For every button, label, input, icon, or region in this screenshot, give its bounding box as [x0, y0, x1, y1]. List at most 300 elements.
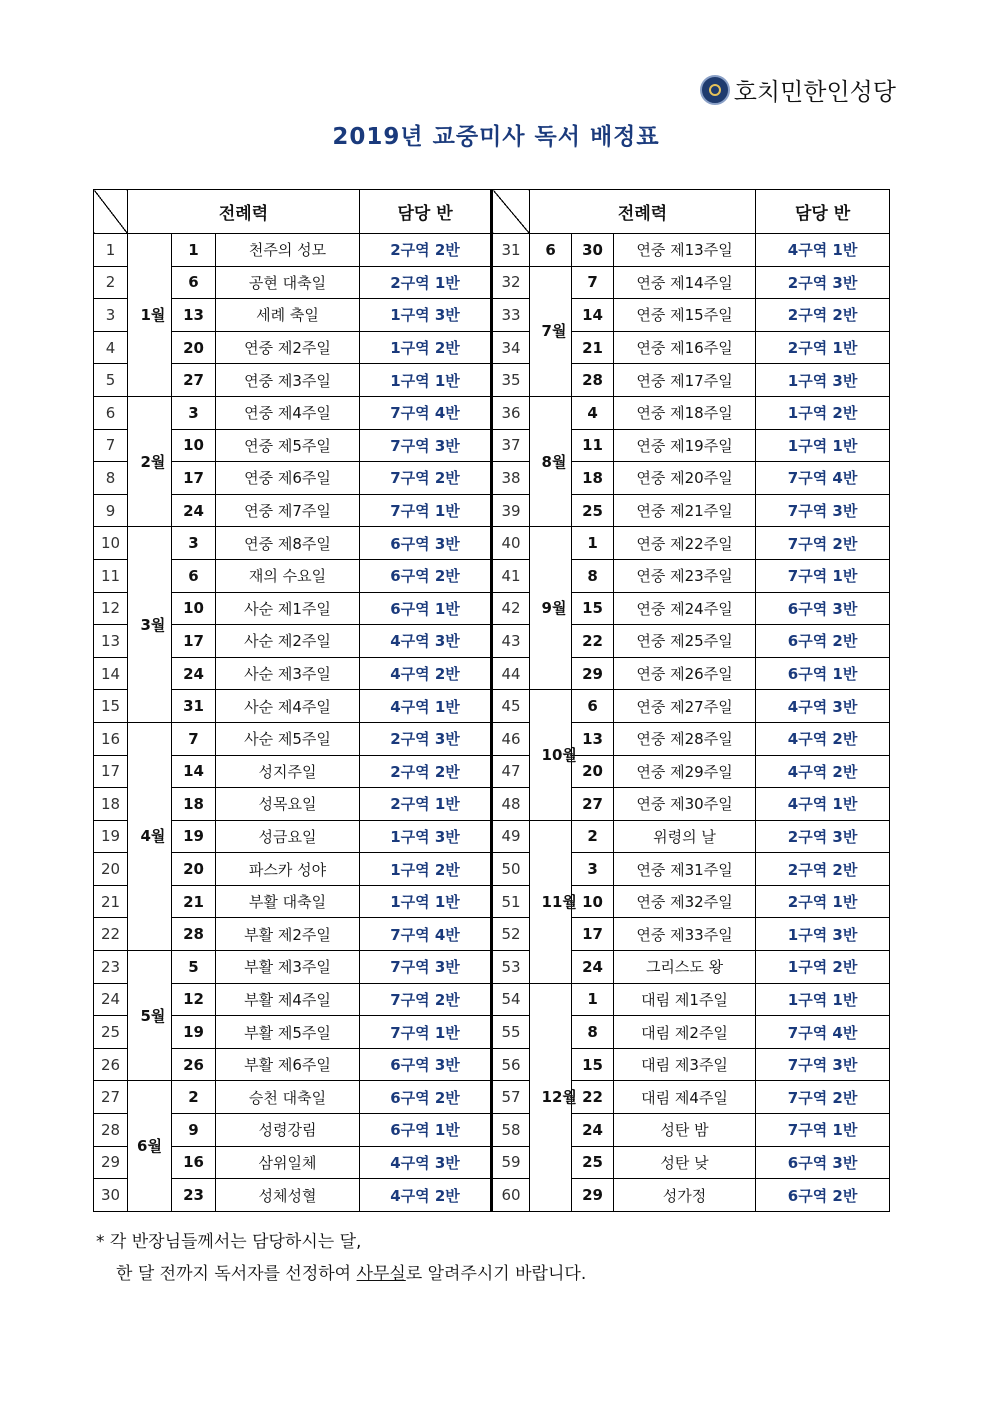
assigned-group-cell: 2구역 3반: [756, 266, 890, 299]
assigned-group-cell: 1구역 2반: [360, 331, 492, 364]
row-number: 51: [492, 885, 530, 918]
day-cell: 14: [172, 755, 216, 788]
table-row: [94, 853, 890, 886]
row-number: 56: [492, 1048, 530, 1081]
month-label: 10월: [541, 746, 577, 764]
assigned-group-cell: 1구역 3반: [360, 820, 492, 853]
day-cell: 8: [572, 1016, 614, 1049]
row-number: 28: [94, 1114, 128, 1147]
row-number: 39: [492, 494, 530, 527]
day-cell: 27: [572, 788, 614, 821]
month-cell: [530, 266, 572, 396]
feast-cell: 연중 제14주일: [614, 266, 756, 299]
table-row: [94, 559, 890, 592]
table-row: [94, 951, 890, 984]
table-row: [94, 983, 890, 1016]
assigned-group-cell: 1구역 1반: [360, 885, 492, 918]
assigned-group-cell: 1구역 1반: [756, 429, 890, 462]
month-cell: [530, 396, 572, 526]
row-number: 2: [94, 266, 128, 299]
feast-cell: 연중 제27주일: [614, 690, 756, 723]
table-row: [94, 722, 890, 755]
day-cell: 21: [572, 331, 614, 364]
assigned-group-cell: 7구역 1반: [756, 1114, 890, 1147]
day-cell: 17: [172, 462, 216, 495]
assigned-group-cell: 7구역 4반: [360, 396, 492, 429]
assigned-group-cell: 1구역 2반: [360, 853, 492, 886]
assigned-group-cell: 1구역 1반: [360, 364, 492, 397]
assigned-group-cell: 7구역 4반: [360, 918, 492, 951]
day-cell: 25: [572, 1146, 614, 1179]
day-cell: 20: [572, 755, 614, 788]
day-cell: 17: [172, 625, 216, 658]
day-cell: 7: [572, 266, 614, 299]
row-number: 57: [492, 1081, 530, 1114]
footnote-line-2-start: 한 달 전까지 독서자를 선정하여: [116, 1264, 357, 1284]
feast-cell: 연중 제4주일: [216, 396, 360, 429]
day-cell: 6: [172, 266, 216, 299]
feast-cell: 연중 제18주일: [614, 396, 756, 429]
row-number: 23: [94, 951, 128, 984]
feast-cell: 연중 제32주일: [614, 885, 756, 918]
row-number: 52: [492, 918, 530, 951]
feast-cell: 파스카 성야: [216, 853, 360, 886]
feast-cell: 사순 제2주일: [216, 625, 360, 658]
row-number: 19: [94, 820, 128, 853]
day-cell: 17: [572, 918, 614, 951]
row-number: 22: [94, 918, 128, 951]
assigned-group-cell: 1구역 3반: [360, 299, 492, 332]
office-word: 사무실: [356, 1264, 406, 1284]
day-cell: 18: [172, 788, 216, 821]
feast-cell: 연중 제13주일: [614, 234, 756, 267]
day-cell: 30: [572, 234, 614, 267]
day-cell: 10: [172, 429, 216, 462]
month-cell: [530, 234, 572, 267]
church-logo: [700, 72, 896, 107]
feast-cell: 대림 제3주일: [614, 1048, 756, 1081]
day-cell: 1: [572, 983, 614, 1016]
day-cell: 15: [572, 1048, 614, 1081]
assigned-group-cell: 4구역 3반: [360, 1146, 492, 1179]
row-number: 44: [492, 657, 530, 690]
table-row: [94, 885, 890, 918]
month-label: 2월: [140, 452, 166, 471]
day-cell: 4: [572, 396, 614, 429]
assigned-group-cell: 4구역 2반: [756, 722, 890, 755]
row-number: 42: [492, 592, 530, 625]
table-row: [94, 1179, 890, 1212]
assigned-group-cell: 2구역 2반: [756, 299, 890, 332]
feast-cell: 사순 제4주일: [216, 690, 360, 723]
day-cell: 28: [572, 364, 614, 397]
month-label: 3월: [140, 615, 166, 634]
day-cell: 2: [572, 820, 614, 853]
day-cell: 24: [172, 657, 216, 690]
row-number: 7: [94, 429, 128, 462]
row-number: 24: [94, 983, 128, 1016]
assigned-group-cell: 7구역 2반: [360, 462, 492, 495]
assigned-group-cell: 6구역 1반: [360, 1114, 492, 1147]
assigned-group-cell: 7구역 3반: [360, 951, 492, 984]
header-corner-right: [492, 190, 530, 234]
table-row: [94, 364, 890, 397]
table-row: [94, 331, 890, 364]
feast-cell: 부활 제4주일: [216, 983, 360, 1016]
feast-cell: 연중 제30주일: [614, 788, 756, 821]
month-cell: [530, 690, 577, 820]
day-cell: 6: [572, 690, 614, 723]
assigned-group-cell: 2구역 2반: [360, 234, 492, 267]
table-row: [94, 299, 890, 332]
day-cell: 15: [572, 592, 614, 625]
month-cell: [128, 1081, 172, 1211]
row-number: 60: [492, 1179, 530, 1212]
day-cell: 18: [572, 462, 614, 495]
feast-cell: 삼위일체: [216, 1146, 360, 1179]
assigned-group-cell: 2구역 1반: [360, 788, 492, 821]
assigned-group-cell: 6구역 2반: [360, 559, 492, 592]
day-cell: 24: [572, 951, 614, 984]
assigned-group-cell: 7구역 2반: [360, 983, 492, 1016]
feast-cell: 연중 제31주일: [614, 853, 756, 886]
row-number: 41: [492, 559, 530, 592]
row-number: 11: [94, 559, 128, 592]
day-cell: 20: [172, 331, 216, 364]
row-number: 14: [94, 657, 128, 690]
day-cell: 5: [172, 951, 216, 984]
feast-cell: 연중 제20주일: [614, 462, 756, 495]
row-number: 59: [492, 1146, 530, 1179]
assigned-group-cell: 7구역 3반: [756, 494, 890, 527]
table-row: [94, 429, 890, 462]
feast-cell: 위령의 날: [614, 820, 756, 853]
assigned-group-cell: 6구역 3반: [360, 1048, 492, 1081]
feast-cell: 성령강림: [216, 1114, 360, 1147]
row-number: 20: [94, 853, 128, 886]
day-cell: 19: [172, 1016, 216, 1049]
footnote-line-1: * 각 반장님들께서는 담당하시는 달,: [96, 1232, 362, 1252]
table-row: [94, 1081, 890, 1114]
feast-cell: 사순 제5주일: [216, 722, 360, 755]
row-number: 33: [492, 299, 530, 332]
month-label: 4월: [140, 827, 166, 846]
feast-cell: 성금요일: [216, 820, 360, 853]
month-label: 12월: [541, 1088, 577, 1107]
row-number: 15: [94, 690, 128, 723]
table-row: [94, 396, 890, 429]
month-cell: [128, 722, 172, 950]
day-cell: 21: [172, 885, 216, 918]
header-calendar-right: 전례력: [530, 190, 756, 234]
table-row: [94, 1146, 890, 1179]
row-number: 3: [94, 299, 128, 332]
assigned-group-cell: 1구역 2반: [756, 951, 890, 984]
row-number: 34: [492, 331, 530, 364]
assigned-group-cell: 4구역 2반: [756, 755, 890, 788]
month-label: 9월: [541, 599, 567, 618]
row-number: 55: [492, 1016, 530, 1049]
day-cell: 2: [172, 1081, 216, 1114]
feast-cell: 성체성혈: [216, 1179, 360, 1212]
row-number: 43: [492, 625, 530, 658]
assigned-group-cell: 7구역 2반: [756, 1081, 890, 1114]
day-cell: 24: [572, 1114, 614, 1147]
feast-cell: 세례 축일: [216, 299, 360, 332]
row-number: 27: [94, 1081, 128, 1114]
day-cell: 8: [572, 559, 614, 592]
feast-cell: 연중 제24주일: [614, 592, 756, 625]
table-row: [94, 788, 890, 821]
day-cell: 29: [572, 657, 614, 690]
day-cell: 11: [572, 429, 614, 462]
feast-cell: 연중 제8주일: [216, 527, 360, 560]
assigned-group-cell: 6구역 3반: [756, 1146, 890, 1179]
church-name: 호치민한인성당: [733, 78, 896, 106]
assigned-group-cell: 6구역 3반: [360, 527, 492, 560]
feast-cell: 사순 제3주일: [216, 657, 360, 690]
row-number: 29: [94, 1146, 128, 1179]
table-row: [94, 266, 890, 299]
row-number: 4: [94, 331, 128, 364]
feast-cell: 연중 제3주일: [216, 364, 360, 397]
assigned-group-cell: 4구역 1반: [360, 690, 492, 723]
feast-cell: 연중 제21주일: [614, 494, 756, 527]
assigned-group-cell: 2구역 3반: [360, 722, 492, 755]
row-number: 13: [94, 625, 128, 658]
assigned-group-cell: 7구역 4반: [756, 1016, 890, 1049]
feast-cell: 부활 제6주일: [216, 1048, 360, 1081]
month-label: 6: [545, 240, 556, 259]
footnote: [96, 1226, 586, 1290]
feast-cell: 성목요일: [216, 788, 360, 821]
feast-cell: 성지주일: [216, 755, 360, 788]
header-assigned-left: 담당 반: [360, 190, 492, 234]
row-number: 36: [492, 396, 530, 429]
feast-cell: 대림 제2주일: [614, 1016, 756, 1049]
month-label: 7월: [541, 322, 567, 341]
day-cell: 23: [172, 1179, 216, 1212]
day-cell: 28: [172, 918, 216, 951]
table-row: [94, 1048, 890, 1081]
row-number: 26: [94, 1048, 128, 1081]
assigned-group-cell: 2구역 2반: [360, 755, 492, 788]
row-number: 12: [94, 592, 128, 625]
day-cell: 3: [572, 853, 614, 886]
assigned-group-cell: 1구역 2반: [756, 396, 890, 429]
row-number: 50: [492, 853, 530, 886]
table-row: [94, 494, 890, 527]
feast-cell: 천주의 성모: [216, 234, 360, 267]
row-number: 6: [94, 396, 128, 429]
day-cell: 1: [172, 234, 216, 267]
row-number: 47: [492, 755, 530, 788]
assigned-group-cell: 1구역 1반: [756, 983, 890, 1016]
day-cell: 14: [572, 299, 614, 332]
row-number: 58: [492, 1114, 530, 1147]
row-number: 49: [492, 820, 530, 853]
assigned-group-cell: 6구역 3반: [756, 592, 890, 625]
feast-cell: 연중 제29주일: [614, 755, 756, 788]
day-cell: 31: [172, 690, 216, 723]
day-cell: 13: [572, 722, 614, 755]
day-cell: 3: [172, 396, 216, 429]
month-label: 8월: [541, 452, 567, 471]
feast-cell: 연중 제5주일: [216, 429, 360, 462]
row-number: 31: [492, 234, 530, 267]
assigned-group-cell: 7구역 3반: [360, 429, 492, 462]
assigned-group-cell: 4구역 1반: [756, 234, 890, 267]
day-cell: 16: [172, 1146, 216, 1179]
feast-cell: 부활 제2주일: [216, 918, 360, 951]
assigned-group-cell: 4구역 1반: [756, 788, 890, 821]
feast-cell: 연중 제28주일: [614, 722, 756, 755]
feast-cell: 연중 제26주일: [614, 657, 756, 690]
day-cell: 3: [172, 527, 216, 560]
assigned-group-cell: 6구역 2반: [756, 1179, 890, 1212]
assigned-group-cell: 1구역 3반: [756, 364, 890, 397]
assigned-group-cell: 7구역 1반: [756, 559, 890, 592]
table-row: [94, 820, 890, 853]
assigned-group-cell: 6구역 2반: [756, 625, 890, 658]
feast-cell: 연중 제6주일: [216, 462, 360, 495]
footnote-line-2-end: 로 알려주시기 바랍니다.: [405, 1264, 587, 1284]
feast-cell: 사순 제1주일: [216, 592, 360, 625]
day-cell: 10: [172, 592, 216, 625]
month-cell: [128, 396, 172, 526]
church-seal-icon: [700, 75, 730, 105]
feast-cell: 그리스도 왕: [614, 951, 756, 984]
row-number: 35: [492, 364, 530, 397]
row-number: 32: [492, 266, 530, 299]
day-cell: 29: [572, 1179, 614, 1212]
day-cell: 25: [572, 494, 614, 527]
assigned-group-cell: 2구역 3반: [756, 820, 890, 853]
day-cell: 13: [172, 299, 216, 332]
month-cell: [530, 820, 577, 983]
assigned-group-cell: 4구역 2반: [360, 657, 492, 690]
table-row: [94, 918, 890, 951]
feast-cell: 연중 제25주일: [614, 625, 756, 658]
feast-cell: 부활 대축일: [216, 885, 360, 918]
day-cell: 26: [172, 1048, 216, 1081]
table-row: [94, 690, 890, 723]
row-number: 21: [94, 885, 128, 918]
assigned-group-cell: 6구역 2반: [360, 1081, 492, 1114]
feast-cell: 연중 제22주일: [614, 527, 756, 560]
assigned-group-cell: 6구역 1반: [756, 657, 890, 690]
header-assigned-right: 담당 반: [756, 190, 890, 234]
header-corner-left: [94, 190, 128, 234]
assigned-group-cell: 4구역 3반: [756, 690, 890, 723]
feast-cell: 대림 제4주일: [614, 1081, 756, 1114]
feast-cell: 연중 제15주일: [614, 299, 756, 332]
row-number: 1: [94, 234, 128, 267]
table-row: [94, 234, 890, 267]
month-label: 6월: [137, 1137, 162, 1156]
feast-cell: 부활 제5주일: [216, 1016, 360, 1049]
table-row: [94, 462, 890, 495]
month-cell: [128, 234, 172, 397]
day-cell: 19: [172, 820, 216, 853]
day-cell: 10: [572, 885, 614, 918]
row-number: 25: [94, 1016, 128, 1049]
day-cell: 12: [172, 983, 216, 1016]
row-number: 17: [94, 755, 128, 788]
feast-cell: 재의 수요일: [216, 559, 360, 592]
assigned-group-cell: 7구역 4반: [756, 462, 890, 495]
month-label: 5월: [140, 1006, 166, 1025]
month-cell: [128, 527, 172, 723]
feast-cell: 공현 대축일: [216, 266, 360, 299]
page-title: 2019년 교중미사 독서 배정표: [332, 124, 660, 150]
feast-cell: 연중 제2주일: [216, 331, 360, 364]
assigned-group-cell: 7구역 1반: [360, 494, 492, 527]
month-label: 1월: [140, 305, 166, 324]
table-row: [94, 755, 890, 788]
row-number: 9: [94, 494, 128, 527]
row-number: 48: [492, 788, 530, 821]
month-cell: [128, 951, 172, 1081]
row-number: 10: [94, 527, 128, 560]
row-number: 8: [94, 462, 128, 495]
row-number: 30: [94, 1179, 128, 1212]
assigned-group-cell: 1구역 3반: [756, 918, 890, 951]
assigned-group-cell: 4구역 3반: [360, 625, 492, 658]
feast-cell: 연중 제23주일: [614, 559, 756, 592]
table-row: [94, 1016, 890, 1049]
day-cell: 9: [172, 1114, 216, 1147]
row-number: 54: [492, 983, 530, 1016]
feast-cell: 대림 제1주일: [614, 983, 756, 1016]
feast-cell: 연중 제33주일: [614, 918, 756, 951]
day-cell: 24: [172, 494, 216, 527]
assigned-group-cell: 2구역 1반: [756, 885, 890, 918]
row-number: 18: [94, 788, 128, 821]
row-number: 16: [94, 722, 128, 755]
table-row: [94, 657, 890, 690]
assigned-group-cell: 7구역 1반: [360, 1016, 492, 1049]
feast-cell: 부활 제3주일: [216, 951, 360, 984]
assigned-group-cell: 6구역 1반: [360, 592, 492, 625]
assigned-group-cell: 2구역 1반: [756, 331, 890, 364]
reading-schedule-table: [93, 189, 890, 1212]
footnote-line-2: [96, 1258, 586, 1290]
day-cell: 22: [572, 625, 614, 658]
feast-cell: 성가정: [614, 1179, 756, 1212]
table-header-row: [94, 190, 890, 234]
day-cell: 1: [572, 527, 614, 560]
day-cell: 22: [572, 1081, 614, 1114]
assigned-group-cell: 7구역 3반: [756, 1048, 890, 1081]
day-cell: 6: [172, 559, 216, 592]
row-number: 37: [492, 429, 530, 462]
month-label: 11월: [541, 892, 577, 911]
feast-cell: 연중 제17주일: [614, 364, 756, 397]
row-number: 46: [492, 722, 530, 755]
assigned-group-cell: 4구역 2반: [360, 1179, 492, 1212]
table-row: [94, 1114, 890, 1147]
day-cell: 27: [172, 364, 216, 397]
feast-cell: 성탄 낮: [614, 1146, 756, 1179]
row-number: 38: [492, 462, 530, 495]
month-cell: [530, 527, 572, 690]
row-number: 5: [94, 364, 128, 397]
table-row: [94, 592, 890, 625]
month-cell: [530, 983, 577, 1211]
day-cell: 7: [172, 722, 216, 755]
feast-cell: 연중 제7주일: [216, 494, 360, 527]
